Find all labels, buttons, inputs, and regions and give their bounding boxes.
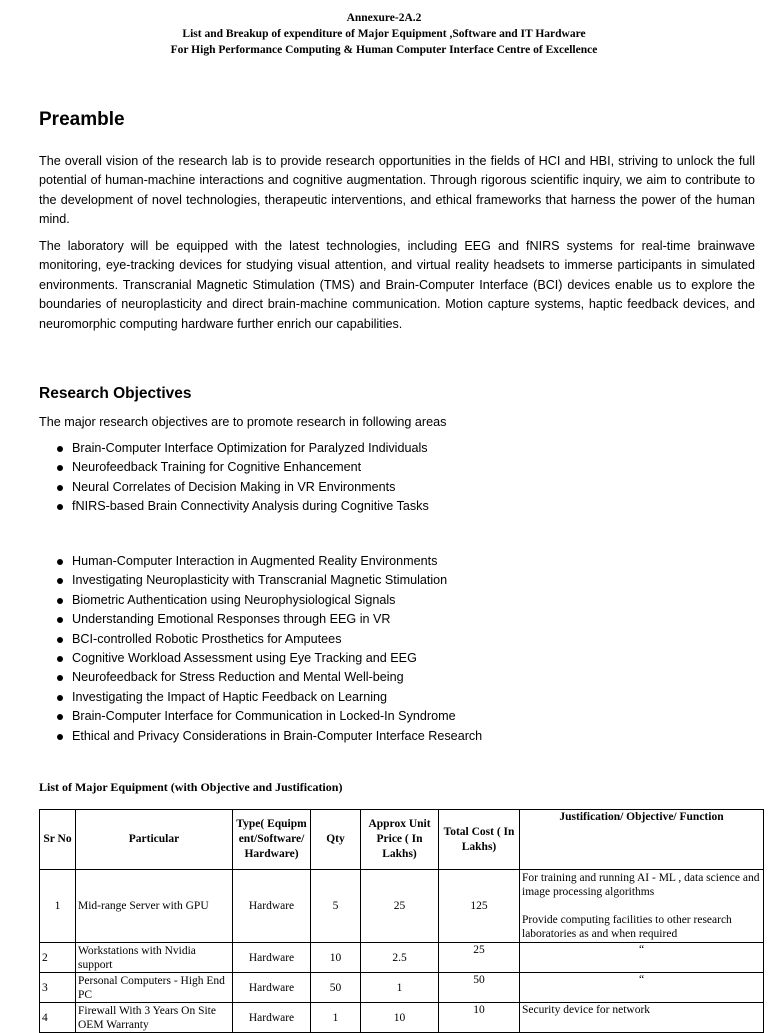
- cell-sr: 1: [40, 870, 76, 943]
- table-caption: List of Major Equipment (with Objective and Justification): [39, 780, 343, 794]
- cell-type: Hardware: [233, 1003, 311, 1033]
- table-row: [40, 1003, 764, 1033]
- cell-justification: “: [520, 943, 764, 973]
- document-header: [0, 10, 768, 58]
- cell-unit-price: 25: [361, 870, 439, 943]
- list-item: Neurofeedback for Stress Reduction and Mental Well-being: [56, 668, 482, 687]
- cell-unit-price: 1: [361, 973, 439, 1003]
- research-objectives-heading: Research Objectives: [39, 385, 192, 402]
- list-item: Biometric Authentication using Neurophysiological Signals: [56, 591, 482, 610]
- cell-unit-price: 10: [361, 1003, 439, 1033]
- objectives-intro: The major research objectives are to promote research in following areas: [39, 415, 447, 429]
- cell-type: Hardware: [233, 870, 311, 943]
- cell-sr: 3: [40, 973, 76, 1003]
- cell-particular: Personal Computers - High End PC: [76, 973, 233, 1003]
- preamble-paragraph-2: The laboratory will be equipped with the latest technologies, including EEG and fNIRS systems for real-time brainwave monitoring, eye-tracking devices for studying visual attention, and virtual reality headsets to immerse participants in simulated environments. Transcranial Magnetic Stimulation (TMS) and Brain-Computer Interface (BCI) devices enable us to explore the boundaries of neuroplasticity and direct brain-machine communication. Motion capture systems, haptic feedback devices, and neuromorphic computing hardware further enrich our capabilities.: [39, 239, 755, 331]
- cell-qty: 10: [311, 943, 361, 973]
- cell-justification: “: [520, 973, 764, 1003]
- list-item: Neural Correlates of Decision Making in VR Environments: [56, 478, 429, 497]
- cell-sr: 4: [40, 1003, 76, 1033]
- header-unit-price: Approx Unit Price ( In Lakhs): [361, 810, 439, 870]
- cell-particular: Firewall With 3 Years On Site OEM Warranty: [76, 1003, 233, 1033]
- cell-total: 50: [439, 973, 520, 1003]
- justification-text: For training and running AI - ML , data science and image processing algorithms: [522, 872, 760, 898]
- list-item: Cognitive Workload Assessment using Eye Tracking and EEG: [56, 649, 482, 668]
- cell-particular: Mid-range Server with GPU: [76, 870, 233, 943]
- list-item: Brain-Computer Interface Optimization for Paralyzed Individuals: [56, 439, 429, 458]
- list-item: Human-Computer Interaction in Augmented Reality Environments: [56, 552, 482, 571]
- cell-total: 25: [439, 943, 520, 973]
- justification-text: Provide computing facilities to other research laboratories as and when required: [522, 914, 732, 940]
- cell-justification: [520, 870, 764, 943]
- cell-particular: Workstations with Nvidia support: [76, 943, 233, 973]
- objectives-list-1: [56, 439, 429, 517]
- cell-justification: Security device for network: [520, 1003, 764, 1033]
- table-row: [40, 870, 764, 943]
- cell-total: 10: [439, 1003, 520, 1033]
- annexure-label: Annexure-2A.2: [346, 12, 422, 24]
- header-type: Type( Equipment/Software/Hardware): [233, 810, 311, 870]
- cell-total: 125: [439, 870, 520, 943]
- cell-qty: 1: [311, 1003, 361, 1033]
- header-justification: Justification/ Objective/ Function: [520, 810, 764, 870]
- document-title: List and Breakup of expenditure of Major Equipment ,Software and IT Hardware: [182, 28, 586, 40]
- list-item: Understanding Emotional Responses through EEG in VR: [56, 610, 482, 629]
- list-item: Neurofeedback Training for Cognitive Enhancement: [56, 458, 429, 477]
- header-particular: Particular: [76, 810, 233, 870]
- cell-type: Hardware: [233, 943, 311, 973]
- cell-sr: 2: [40, 943, 76, 973]
- table-row: [40, 943, 764, 973]
- list-item: Brain-Computer Interface for Communication in Locked-In Syndrome: [56, 707, 482, 726]
- preamble-paragraph-1: The overall vision of the research lab is to provide research opportunities in the fields of HCI and HBI, striving to unlock the full potential of human-machine interactions and cognitive augmentation. Through rigorous scientific inquiry, we aim to contribute to the development of novel technologies, therapeutic interventions, and ethical frameworks that harness the power of the human mind.: [39, 154, 755, 227]
- list-item: Investigating the Impact of Haptic Feedback on Learning: [56, 688, 482, 707]
- preamble-heading: Preamble: [39, 109, 125, 130]
- table-header-row: [40, 810, 764, 870]
- header-qty: Qty: [311, 810, 361, 870]
- header-total-cost: Total Cost ( In Lakhs): [439, 810, 520, 870]
- list-item: BCI-controlled Robotic Prosthetics for Amputees: [56, 630, 482, 649]
- list-item: fNIRS-based Brain Connectivity Analysis during Cognitive Tasks: [56, 497, 429, 516]
- objectives-list-2: [56, 552, 482, 746]
- table-row: [40, 973, 764, 1003]
- list-item: Ethical and Privacy Considerations in Brain-Computer Interface Research: [56, 727, 482, 746]
- list-item: Investigating Neuroplasticity with Transcranial Magnetic Stimulation: [56, 571, 482, 590]
- document-subtitle: For High Performance Computing & Human Computer Interface Centre of Excellence: [170, 44, 598, 56]
- equipment-table: [39, 809, 764, 1033]
- cell-unit-price: 2.5: [361, 943, 439, 973]
- cell-qty: 5: [311, 870, 361, 943]
- cell-qty: 50: [311, 973, 361, 1003]
- cell-type: Hardware: [233, 973, 311, 1003]
- header-sr-no: Sr No: [40, 810, 76, 870]
